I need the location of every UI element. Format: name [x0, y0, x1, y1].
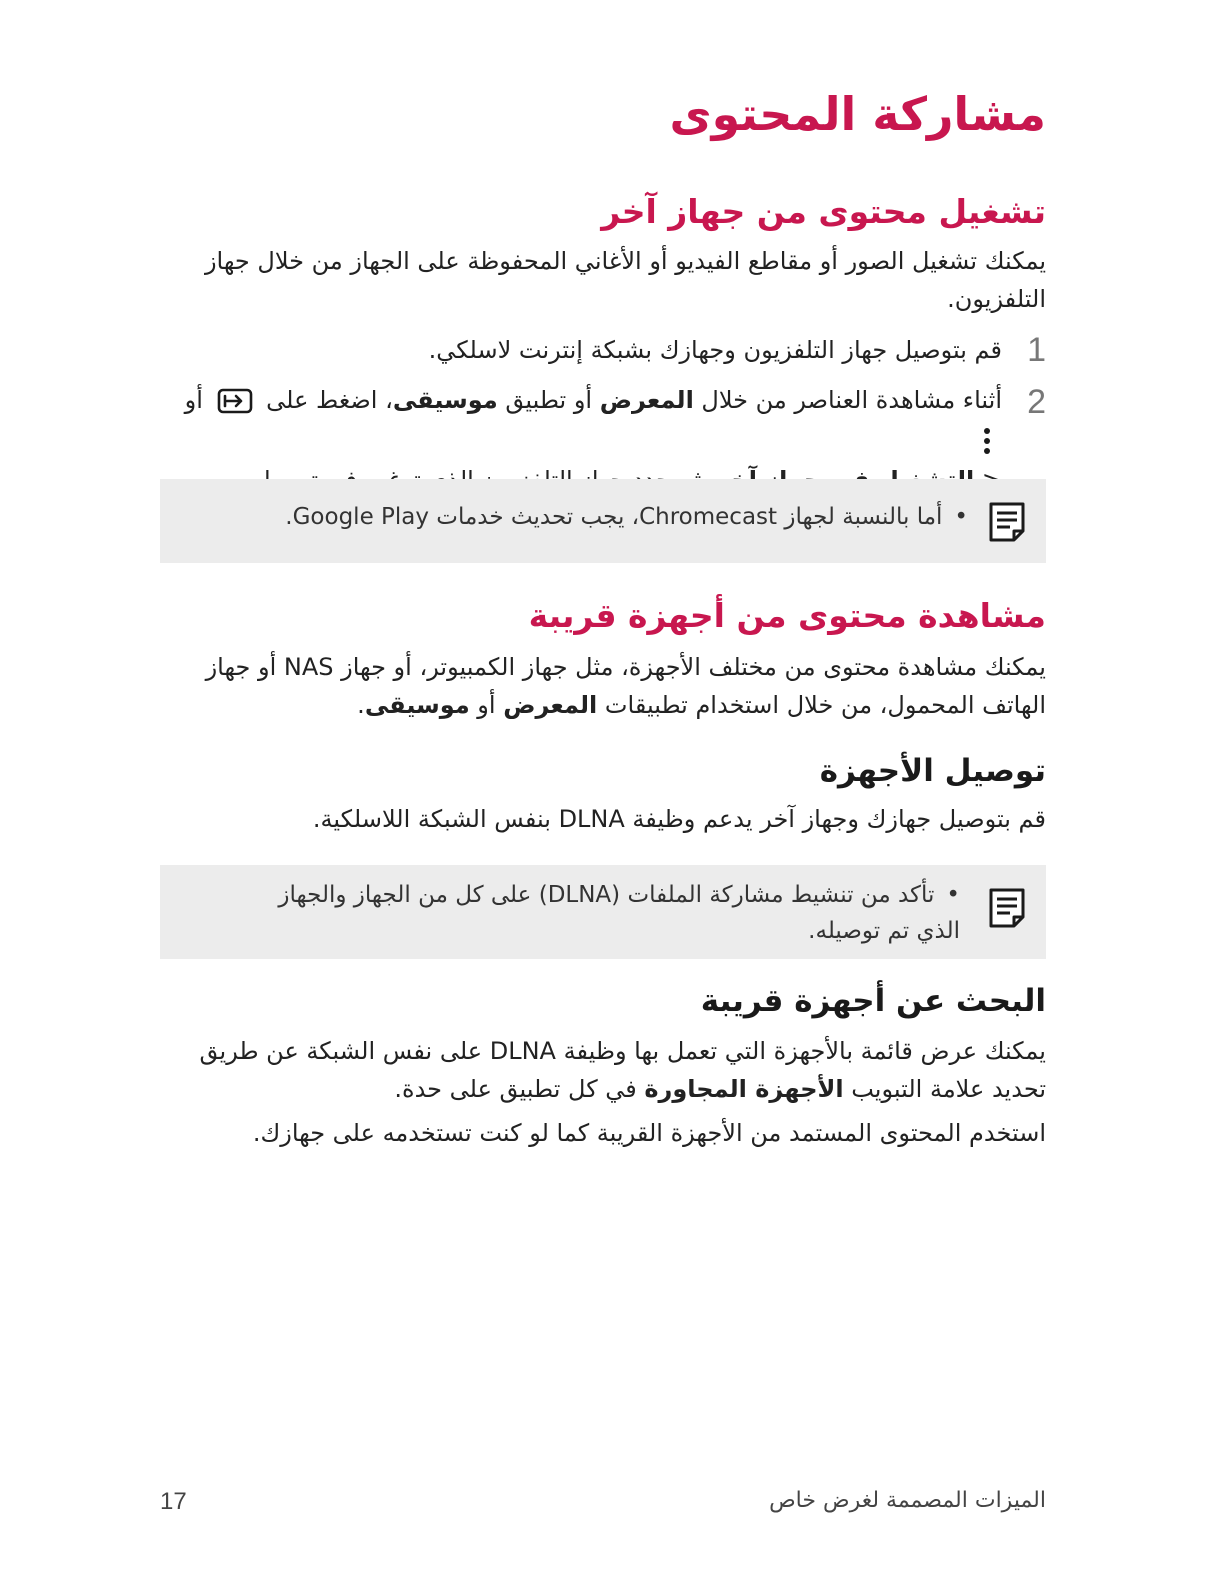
connect-text: قم بتوصيل جهازك وجهاز آخر يدعم وظيفة DLNA بنفس الشبكة اللاسلكية. [312, 805, 1046, 833]
search-text [160, 1032, 1046, 1108]
bullet: • [946, 882, 960, 908]
section-heading-view-nearby: مشاهدة محتوى من أجهزة قريبة [528, 596, 1046, 635]
section2-intro [160, 648, 1046, 724]
note-text [160, 865, 968, 965]
intro-text-part: يمكنك مشاهدة محتوى من مختلف الأجهزة، مثل جهاز الكمبيوتر، أو جهاز NAS أو جهاز الهاتف المحمول، من خلال استخدام تطبيقات [205, 653, 1046, 719]
music-app-name: موسيقى [364, 691, 470, 719]
more-options-icon [982, 426, 992, 456]
music-app-name: موسيقى [392, 386, 498, 414]
bullet: • [954, 504, 968, 530]
gallery-app-name: المعرض [599, 386, 694, 414]
step-number: 1 [1027, 331, 1046, 369]
screen-share-icon [217, 388, 253, 414]
step-number: 2 [1027, 383, 1046, 421]
step2-text-part: ، اضغط على [258, 386, 393, 414]
section1-intro: يمكنك تشغيل الصور أو مقاطع الفيديو أو الأغاني المحفوظة على الجهاز من خلال جهاز التلفزيون. [204, 247, 1046, 313]
page-title: مشاركة المحتوى [669, 87, 1046, 141]
subheading-search-nearby: البحث عن أجهزة قريبة [700, 983, 1046, 1019]
subheading-connect-devices: توصيل الأجهزة [819, 753, 1046, 789]
nearby-devices-tab: الأجهزة المجاورة [644, 1075, 844, 1103]
step2-text-part: أو تطبيق [497, 386, 600, 414]
gallery-app-name: المعرض [503, 691, 598, 719]
page-number: 17 [160, 1488, 187, 1515]
note-chromecast [160, 479, 1046, 563]
note-body: أما بالنسبة لجهاز Chromecast، يجب تحديث خدمات Google Play. [285, 504, 943, 530]
search-text-2: استخدم المحتوى المستمد من الأجهزة القريبة كما لو كنت تستخدمه على جهازك. [252, 1119, 1046, 1147]
note-body: تأكد من تنشيط مشاركة الملفات (DLNA) على كل من الجهاز والجهاز الذي تم توصيله. [278, 882, 960, 944]
step-text: قم بتوصيل جهاز التلفزيون وجهازك بشبكة إنترنت لاسلكي. [428, 336, 1002, 364]
note-icon [968, 865, 1046, 929]
intro-text-part: أو [469, 691, 504, 719]
section-heading-play-on-other-device: تشغيل محتوى من جهاز آخر [601, 192, 1046, 231]
note-dlna [160, 865, 1046, 959]
step2-text-part: أو [184, 386, 211, 414]
search-text-part: في كل تطبيق على حدة. [394, 1075, 645, 1103]
note-text [160, 479, 968, 551]
footer-label: الميزات المصممة لغرض خاص [769, 1488, 1046, 1513]
intro-text-part: . [357, 691, 365, 719]
step2-text-part: أثناء مشاهدة العناصر من خلال [693, 386, 1002, 414]
search-text-part: يمكنك عرض قائمة بالأجهزة التي تعمل بها وظيفة DLNA على نفس الشبكة عن طريق تحديد علامة التبويب [199, 1037, 1046, 1103]
note-icon [968, 479, 1046, 543]
step-1 [160, 330, 1046, 370]
